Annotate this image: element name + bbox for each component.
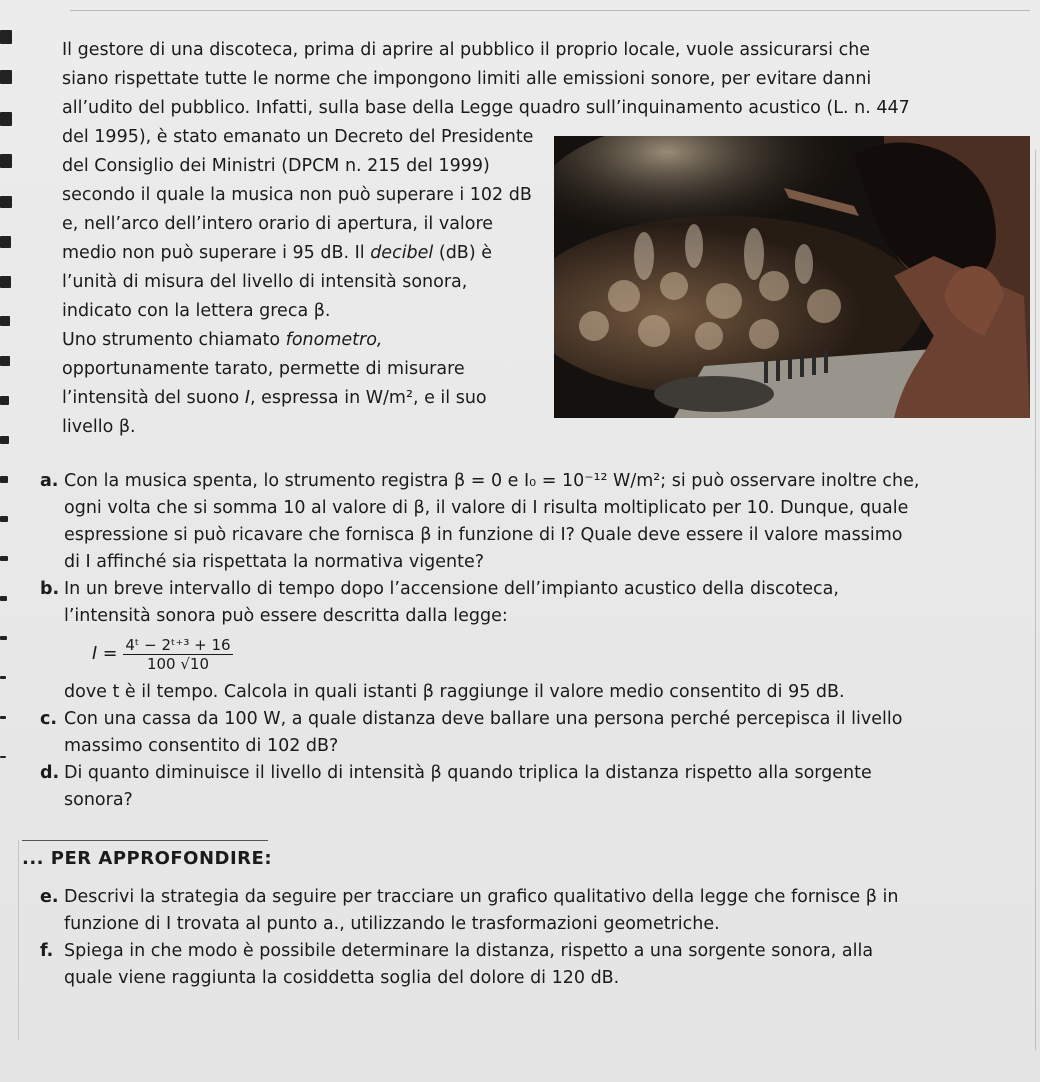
exercise-line: quale viene raggiunta la cosiddetta soglia del dolore di 120 dB. (64, 968, 620, 988)
page-edge-left (18, 840, 19, 1040)
top-rule (70, 10, 1030, 11)
intro-symbol-i: I (244, 388, 250, 408)
discotheque-dj-photo (554, 136, 1030, 418)
exercise-label: c. (40, 709, 58, 729)
exercise-c (40, 706, 1000, 760)
intro-line: opportunamente tarato, permette di misurare (62, 359, 465, 379)
exercise-f (40, 938, 1000, 992)
intro-term-decibel: decibel (370, 243, 434, 263)
exercise-items-extra (40, 884, 1000, 992)
intro-line: indicato con la lettera greca β. (62, 301, 331, 321)
page-edge-right (1035, 150, 1036, 1050)
exercise-line: Descrivi la strategia da seguire per tracciare un grafico qualitativo della legge che fornisce β in (64, 887, 899, 907)
exercise-label: a. (40, 471, 59, 491)
intensity-formula (92, 636, 1000, 673)
exercise-label: f. (40, 941, 54, 961)
intro-line: livello β. (62, 417, 136, 437)
intro-text: , espressa in W/m², e il suo (249, 388, 487, 408)
exercise-line: l’intensità sonora può essere descritta dalla legge: (64, 606, 508, 626)
formula-lhs: I = (92, 644, 118, 664)
exercise-b-continued (40, 679, 1000, 706)
intro-term-fonometro: fonometro, (285, 330, 383, 350)
exercise-line: sonora? (64, 790, 133, 810)
exercise-label: d. (40, 763, 60, 783)
exercise-line: ogni volta che si somma 10 al valore di β, il valore di I risulta moltiplicato per 10. Dunque, quale (64, 498, 909, 518)
intro-line: del 1995), è stato emanato un Decreto del Presidente (62, 127, 534, 147)
exercise-text (64, 884, 1000, 938)
exercise-items-main (40, 468, 1000, 814)
exercise-text (64, 938, 1000, 992)
intro-text: l’intensità del suono (62, 388, 245, 408)
exercise-line: di I affinché sia rispettata la normativa vigente? (64, 552, 485, 572)
section-rule (22, 840, 268, 841)
exercise-line: In un breve intervallo di tempo dopo l’accensione dell’impianto acustico della discoteca, (64, 579, 839, 599)
exercise-a (40, 468, 1000, 576)
intro-line: secondo il quale la musica non può superare i 102 dB (62, 185, 532, 205)
exercise-line: Con la musica spenta, lo strumento registra β = 0 e I₀ = 10⁻¹² W/m²; si può osservare inoltre che, (64, 471, 920, 491)
formula-denominator: 100 √10 (146, 655, 209, 673)
exercise-label: b. (40, 579, 60, 599)
exercise-line: espressione si può ricavare che fornisca β in funzione di I? Quale deve essere il valore massimo (64, 525, 903, 545)
formula-numerator: 4ᵗ − 2ᵗ⁺³ + 16 (125, 636, 231, 654)
intro-line: siano rispettate tutte le norme che impongono limiti alle emissioni sonore, per evitare danni (62, 69, 872, 89)
intro-text: (dB) è (433, 243, 492, 263)
intro-line (62, 239, 550, 268)
exercise-b (40, 576, 1000, 630)
formula-fraction (123, 636, 232, 673)
exercise-line: Spiega in che modo è possibile determinare la distanza, rispetto a una sorgente sonora, alla (64, 941, 874, 961)
exercise-text (64, 760, 1000, 814)
exercise-line: Con una cassa da 100 W, a quale distanza deve ballare una persona perché percepisca il livello (64, 709, 903, 729)
intro-line: del Consiglio dei Ministri (DPCM n. 215 del 1999) (62, 156, 490, 176)
exercise-label: e. (40, 887, 59, 907)
exercise-text (64, 706, 1000, 760)
exercise-line: funzione di I trovata al punto a., utilizzando le trasformazioni geometriche. (64, 914, 720, 934)
exercise-e (40, 884, 1000, 938)
section-title-approfondire: ... PER APPROFONDIRE: (22, 848, 273, 869)
intro-text: medio non può superare i 95 dB. Il (62, 243, 371, 263)
intro-line (62, 326, 550, 355)
intro-line: l’unità di misura del livello di intensità sonora, (62, 272, 468, 292)
exercise-line: dove t è il tempo. Calcola in quali istanti β raggiunge il valore medio consentito di 95 dB. (64, 682, 845, 702)
intro-line: Il gestore di una discoteca, prima di aprire al pubblico il proprio locale, vuole assicurarsi che (62, 40, 871, 60)
intro-line (62, 384, 550, 413)
exercise-d (40, 760, 1000, 814)
intro-line: e, nell’arco dell’intero orario di apertura, il valore (62, 214, 494, 234)
dj-photo-illustration (554, 136, 1030, 418)
exercise-text (64, 468, 1000, 576)
exercise-line: Di quanto diminuisce il livello di intensità β quando triplica la distanza rispetto alla sorgente (64, 763, 872, 783)
intro-text: Uno strumento chiamato (62, 330, 286, 350)
exercise-text (64, 576, 1000, 630)
exercise-line: massimo consentito di 102 dB? (64, 736, 339, 756)
intro-line: all’udito del pubblico. Infatti, sulla base della Legge quadro sull’inquinamento acustico (L. n. 447 (62, 98, 910, 118)
margin-tab-markers (0, 30, 12, 790)
